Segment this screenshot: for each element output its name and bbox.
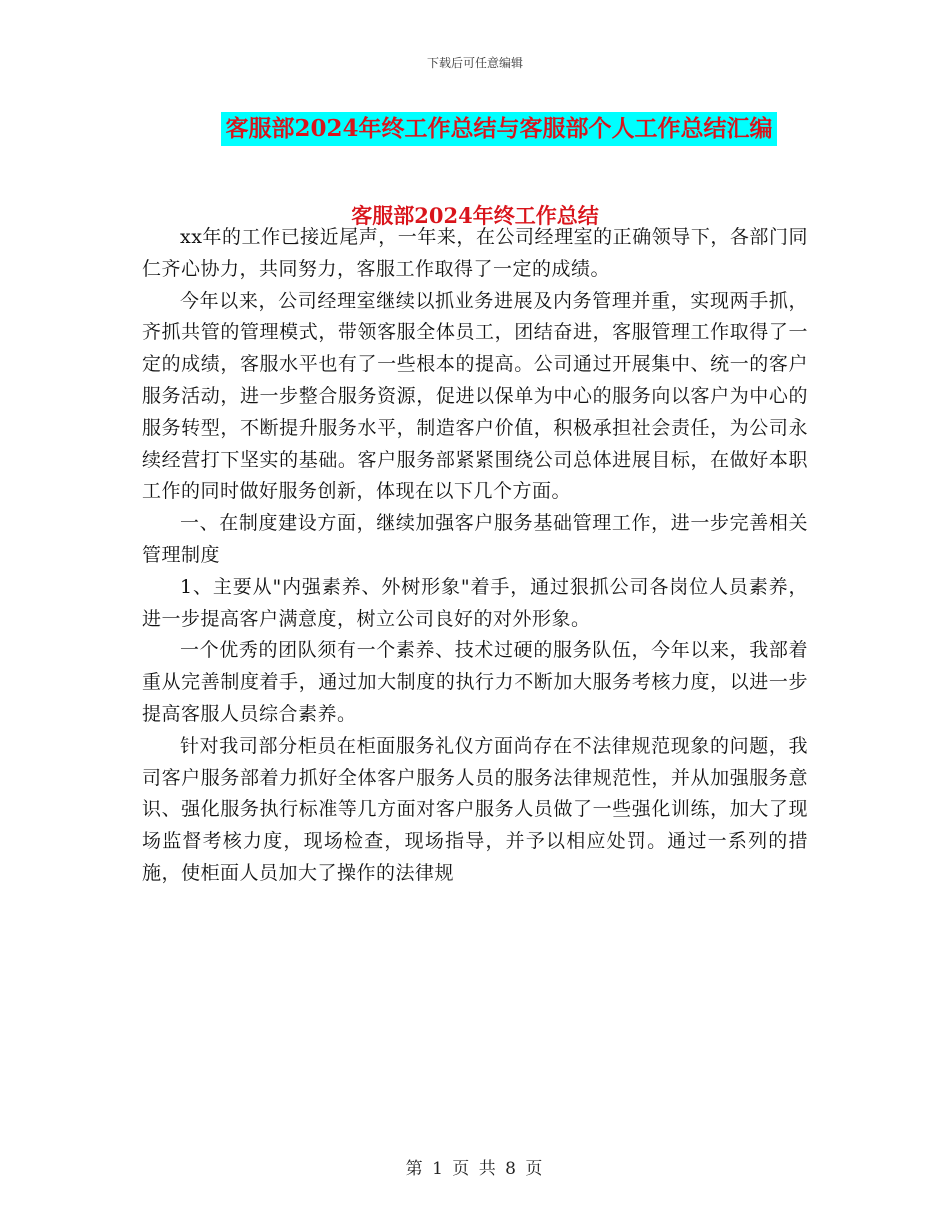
paragraph: 一、在制度建设方面，继续加强客户服务基础管理工作，进一步完善相关管理制度 xyxy=(142,512,808,566)
paragraph: 针对我司部分柜员在柜面服务礼仪方面尚存在不法律规范现象的问题，我司客户服务部着力抓好全体客户服务人员的服务法律规范性，并从加强服务意识、强化服务执行标准等几方面对客户服务人员做了一些强化训练，加大了现场监督考核力度，现场检查，现场指导，并予以相应处罚。通过一系列的措施，使柜面人员加大了操作的法律规 xyxy=(142,734,808,884)
paragraph: 1、主要从"内强素养、外树形象"着手，通过狠抓公司各岗位人员素养，进一步提高客户满意度，树立公司良好的对外形象。 xyxy=(142,575,808,630)
paragraph: xx年的工作已接近尾声，一年来，在公司经理室的正确领导下，各部门同仁齐心协力，共同努力，客服工作取得了一定的成绩。 xyxy=(142,226,808,280)
paragraph: 今年以来，公司经理室继续以抓业务进展及内务管理并重，实现两手抓，齐抓共管的管理模式，带领客服全体员工，团结奋进，客服管理工作取得了一定的成绩，客服水平也有了一些根本的提高。公司通过开展集中、统一的客户服务活动，进一步整合服务资源，促进以保单为中心的服务向以客户为中心的服务转型，不断提升服务水平，制造客户价值，积极承担社会责任，为公司永续经营打下坚实的基础。客户服务部紧紧围绕公司总体进展目标，在做好本职工作的同时做好服务创新，体现在以下几个方面。 xyxy=(142,289,808,503)
page-number: 第 1 页 共 8 页 xyxy=(405,1159,545,1179)
page-header-note: 下载后可任意编辑 xyxy=(426,56,523,70)
paragraph: 一个优秀的团队须有一个素养、技术过硬的服务队伍，今年以来，我部着重从完善制度着手，通过加大制度的执行力不断加大服务考核力度，以进一步提高客服人员综合素养。 xyxy=(142,639,808,725)
main-title-container xyxy=(0,112,950,146)
document-body xyxy=(142,222,808,890)
section-title: 客服部2024年终工作总结 xyxy=(351,203,599,228)
document-main-title: 客服部2024年终工作总结与客服部个人工作总结汇编 xyxy=(221,112,776,146)
